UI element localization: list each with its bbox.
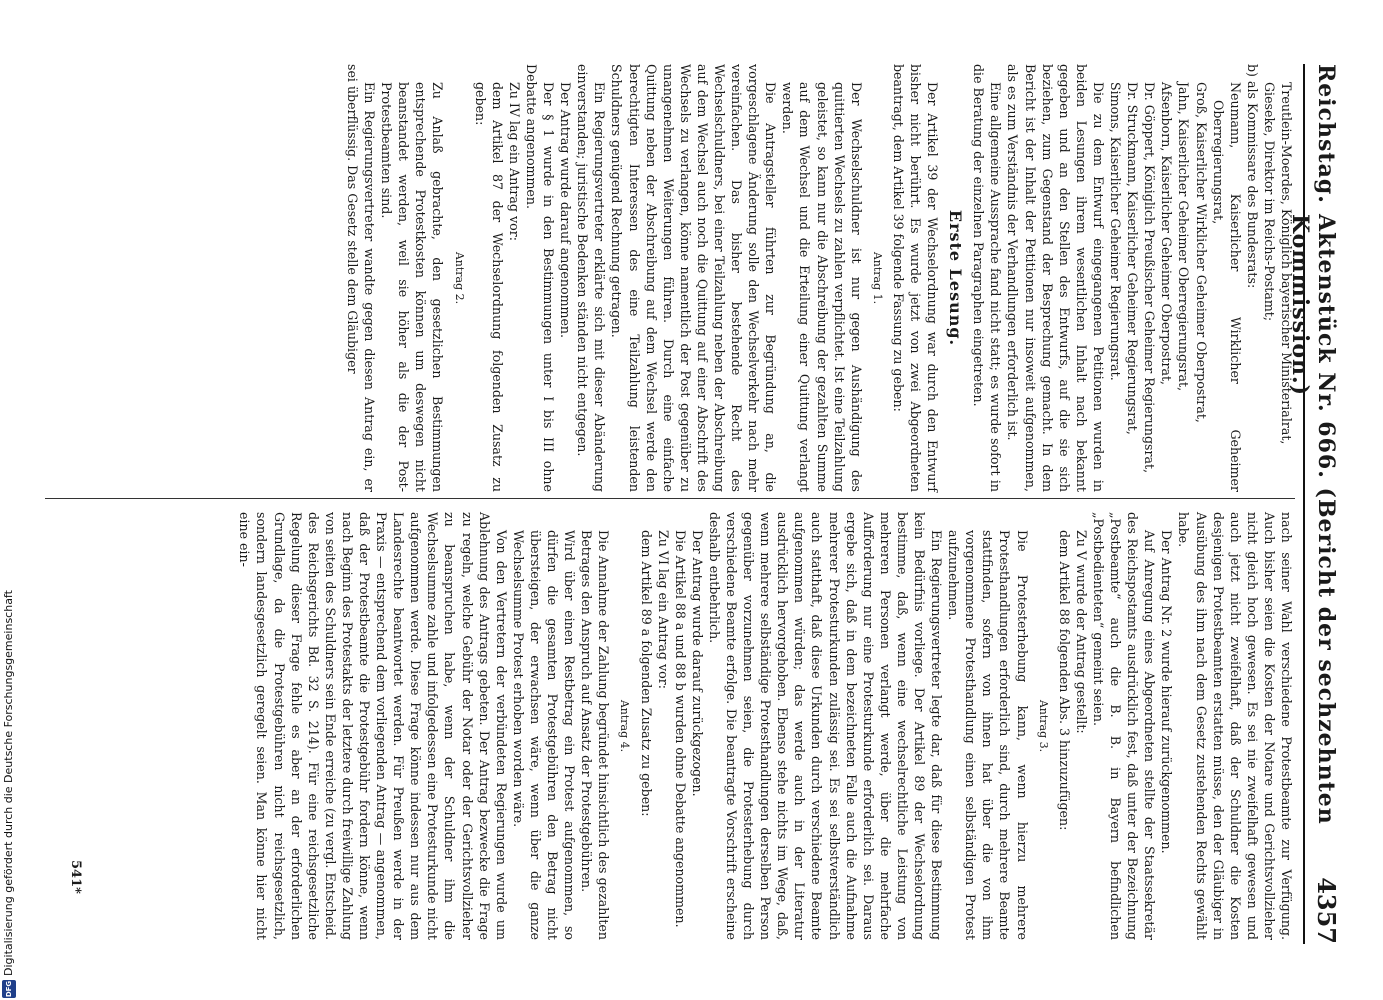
right-column [236,512,1295,940]
paragraph: Wird über einen Restbetrag ein Protest aufgenommen, so dürfen die gesamten Protestgebühren den Betrag nicht übersteigen, der erwachsen wäre, wenn über die ganze Wechselsumme Protest erhoben worden wäre. [510,530,578,940]
paragraph: Die Protesterhebung kann, wenn hierzu mehrere Protesthandlungen erforderlich sind, durch mehrere Beamte stattfinden, sofern von ihnen hat über die von ihm vorgenommene Protesthandlung einen selbständigen Protest aufzunehmen. [946,530,1030,940]
paragraph: Afsenborn, Kaiserlicher Geheimer Oberpostrat, [1159,82,1175,386]
paragraph: dem Artikel 89 a folgenden Zusatz zu geben: [638,530,654,817]
paragraph: Zu IV lag ein Antrag vor: [506,82,522,241]
paragraph: Zu Anlaß gebrachte, den gesetzlichen Bestimmungen entsprechende Protestkosten können um deswegen nicht beanstandet werden, weil sie höher als die der Post-Protestbeamten sind. [379,82,446,492]
paragraph: Der § 1 wurde in den Bestimmungen unter I bis III ohne Debatte angenommen. [523,64,557,492]
page-number: 4357 [1312,877,1341,944]
antrag-label: Antrag 4. [618,699,632,753]
paragraph: Dr. Göppert, Königlich Preußischer Geheimer Regierungsrat, [1142,82,1158,474]
antrag-label: Antrag 3. [1036,699,1050,753]
column-divider [45,498,1295,499]
paragraph: Zu V wurde der Antrag gestellt: [1073,530,1089,734]
page-header [1287,64,1345,944]
header-left: Reichstag. [1313,64,1339,204]
paragraph: Ein Regierungsvertreter legte dar, daß für diese Bestimmung kein Bedürfnis vorliege. Der Artikel 89 der Wechselordnung bestimme, daß, wenn eine wechselrechtliche Leistung von mehreren Personen verlangt werde, über die mehrfache Aufforderung nur eine Protesturkunde erforderlich sei. Daraus ergebe sich, daß in dem bezeichneten Falle auch die Aufnahme mehrerer Protesturkunden zulässig sei. Es sei selbstverständlich auch statthaft, daß diese Urkunden durch verschiedene Beamte aufgenommen würden; das werde auch in der Literatur ausdrücklich hervorgehoben. Ebenso stehe nichts im Wege, daß, wenn mehrere selbständige Protesthandlungen derselben Person gegenüber vorzunehmen seien, die Protesterhebung durch verschiedene Beamte erfolge. Die beantragte Vorschrift erscheine deshalb entbehrlich. [706,512,945,940]
antrag-label: Antrag 2. [452,251,466,305]
paragraph: Simons, Kaiserlicher Geheimer Regierungsrat. [1108,82,1124,381]
antrag-label: Antrag 1. [870,251,884,305]
paragraph: Jahn, Kaiserlicher Geheimer Oberregierungsrat, [1176,82,1192,392]
paragraph: Die zu dem Entwurf eingegangenen Petitionen wurden in beiden Lesungen ihrem wesentlichen Inhalt nach bekannt gegeben und an den Stellen des Entwurfs, auf die sie sich beziehen, zum Gegenstand der Besprechung gemacht. In dem Bericht ist der Inhalt der Petitionen nur insoweit aufgenommen, als es zum Verständnis der Verhandlungen erforderlich ist. [1005,64,1106,492]
left-column [344,64,1295,492]
paragraph: dem Artikel 88 folgenden Abs. 3 hinzuzufügen: [1056,530,1072,831]
paragraph: Ein Regierungsvertreter wandte gegen diesen Antrag ein, er sei überflüssig. Das Gesetz stelle dem Gläubiger [345,64,378,492]
paragraph: Gieseke, Direktor im Reichs-Postamt; [1261,82,1277,322]
paragraph: Der Antrag wurde darauf zurückgezogen. [689,530,705,797]
paragraph: Der Artikel 39 der Wechselordnung war durch den Entwurf bisher nicht berührt. Es wurde jetzt von zwei Abgeordneten beantragt, dem Artikel 39 folgende Fassung zu geben: [890,64,941,492]
paragraph: Zu VI lag ein Antrag vor: [655,530,671,689]
section-heading: Erste Lesung. [946,209,966,347]
paragraph: Groß, Kaiserlicher Wirklicher Geheimer Oberpostrat, [1193,82,1209,423]
signature-mark: 541* [68,860,83,894]
paragraph: b) als Kommissare des Bundesrats: [1244,64,1260,289]
paragraph: Die Antragsteller führten zur Begründung an, die vorgeschlagene Änderung solle den Wechselverkehr nach mehr vereinfachen. Das bisher bestehende Recht des Wechselschuldners, bei einer Teilzahlung neben der Abschreibung auf dem Wechsel auch noch die Quittung auf einer Abschrift des Wechsels zu verlangen, könne namentlich der Post gegenüber zu unangenehmen Weiterungen führen. Durch eine einfache Quittung neben der Abschreibung auf dem Wechsel werde den berechtigten Interessen des eine Teilzahlung leistenden Schuldners genügend Rechnung getragen. [609,64,779,492]
paragraph: Dr. Struckmann, Kaiserlicher Geheimer Regierungsrat, [1125,82,1141,435]
credit-text: Digitalisierung gefördert durch die Deutsche Forschungsgemeinschaft [2,590,15,976]
paragraph: Von den Vertretern der verbündeten Regierungen wurde um Ablehnung des Antrags gebeten. Der Antrag bezwecke die Frage zu regeln, welche Gebühr der Notar oder der Gerichtsvollzieher zu beanspruchen habe, wenn der Schuldner ihm die Wechselsumme zahle und infolgedessen eine Protesturkunde nicht aufgenommen werde. Diese Frage könne indessen nur aus dem Landesrechte beantwortet werden. Für Preußen werde in der Praxis — entsprechend dem vorliegenden Antrag — angenommen, daß der Protestbeamte die Protestgebühr fordern könne, wenn nach Beginn des Protestakts der letztere durch freiwillige Zahlung von seiten des Schuldners sein Ende erreiche (zu vergl. Entscheid. des Reichsgerichts Bd. 32 S. 214). Für eine reichsgesetzliche Regelung dieser Frage fehle es aber an der erforderlichen Grundlage, da die Protestgebühren nicht reichsgesetzlich, sondern landesgesetzlich geregelt seien. Man könne hier nicht eine ein- [237,512,509,940]
paragraph: Der Wechselschuldner ist nur gegen Aushändigung des quittierten Wechsels zu zahlen verpflichtet. Ist eine Teilzahlung geleistet, so kann nur die Abschreibung der gezahlten Summe auf dem Wechsel und die Erteilung einer Quittung verlangt werden. [780,82,864,492]
paragraph: Die Annahme der Zahlung begründet hinsichtlich des gezahlten Betrages den Anspruch auf Ansatz der Protestgebühren. [579,530,612,940]
paragraph: Der Antrag Nr. 2 wurde hierauf zurückgenommen. [1159,530,1175,854]
paragraph: Auf Anregung eines Abgeordneten stellte der Staatssekretär des Reichspostamts ausdrücklich fest, daß unter der Bezeichnung „Postbeamte“ auch die B. B. in Bayern befindlichen „Postbedienteten“ gemeint seien. [1090,512,1158,940]
paragraph: Ein Regierungsvertreter erklärte sich mit dieser Abänderung einverstanden; juristische Bedenken ständen nicht entgegen. [575,64,608,492]
paragraph: Treutlein-Moerdes, Königlich bayerischer Ministerialrat, [1279,82,1294,445]
header-title: Aktenstück Nr. 666. (Bericht der sechzehnten Kommission.) [1287,214,1339,825]
dfg-logo-icon: DFG [2,980,16,998]
paragraph: nach seiner Wahl verschiedene Protestbeamte zur Verfügung. Auch bisher seien die Kosten der Notare und Gerichtsvollzieher nicht gleich hoch gewesen. Es sei nie zweifelhaft gewesen und auch jetzt nicht zweifelhaft, daß der Schuldner die Kosten desjenigen Protestbeamten erstatten müsse, den der Gläubiger in Ausübung des ihm nach dem Gesetz zustehenden Rechts gewählt habe. [1176,512,1294,940]
paragraph: Der Antrag wurde darauf angenommen. [558,82,574,339]
paragraph: Die Artikel 88 a und 88 b wurden ohne Debatte angenommen. [672,530,688,928]
paragraph: Neumann, Kaiserlicher Wirklicher Geheimer Oberregierungsrat, [1210,82,1243,492]
digitization-credit [0,0,20,1000]
paragraph: dem Artikel 87 der Wechselordnung folgenden Zusatz zu geben: [472,82,505,492]
paragraph: Eine allgemeine Aussprache fand nicht statt; es wurde sofort in die Beratung der einzelnen Paragraphen eingetreten. [971,64,1004,492]
